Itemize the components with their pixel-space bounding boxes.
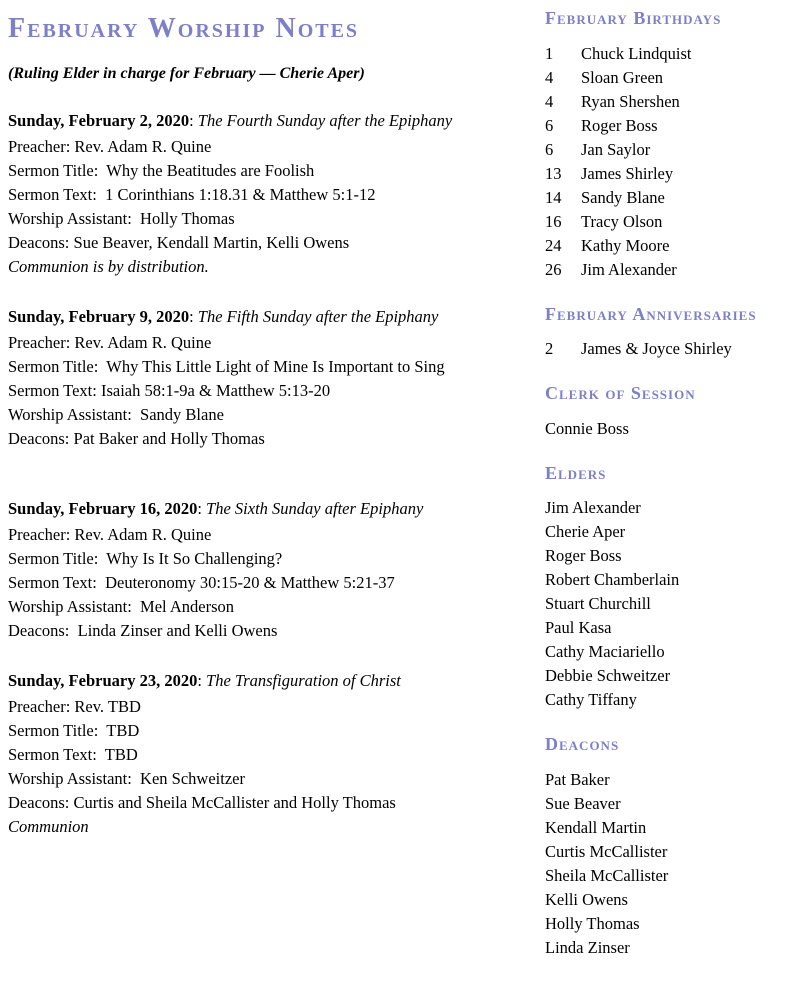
service-heading: Sunday, February 2, 2020: The Fourth Sunday after the Epiphany [8,110,453,130]
person-name: Cathy Tiffany [545,690,637,710]
person-name: Cathy Maciariello [545,642,665,662]
day-number: 24 [545,235,562,255]
person-name: Kelli Owens [545,889,628,909]
deacons-section [545,734,790,960]
service-date: Sunday, February 9, 2020 [8,306,190,326]
day-number: 4 [545,67,554,87]
list-item [545,138,790,162]
person-name: Tracy Olson [581,211,663,231]
list-item [545,186,790,210]
service-detail-line: Sermon Title: Why the Beatitudes are Foolish [8,160,315,180]
day-number: 1 [545,43,554,63]
person-name: Sue Beaver [545,793,621,813]
person-name: Debbie Schweitzer [545,666,671,686]
birthdays-section [545,8,790,282]
service-entry [8,305,535,451]
anniversaries-header: February Anniversaries [545,303,757,324]
person-name: Sandy Blane [581,187,665,207]
list-item [545,42,790,66]
person-name: Sheila McCallister [545,865,669,885]
directory-column [545,6,790,982]
service-detail-line: Preacher: Rev. Adam R. Quine [8,524,212,544]
elders-list [545,496,790,712]
birthdays-list [545,42,790,282]
service-detail-line: Sermon Title: TBD [8,720,140,740]
list-item [545,234,790,258]
sunday-name: The Transfiguration of Christ [206,670,401,690]
deacons-header: Deacons [545,734,620,755]
person-name: Holly Thomas [545,913,640,933]
service-detail-line: Sermon Title: Why Is It So Challenging? [8,548,283,568]
clerk-list [545,417,790,441]
person-name: Roger Boss [581,115,658,135]
elders-header: Elders [545,462,607,483]
service-heading: Sunday, February 23, 2020: The Transfiguration of Christ [8,670,401,690]
anniversaries-section [545,304,790,362]
page-title: February Worship Notes [8,13,360,44]
list-item [545,66,790,90]
service-detail-line: Deacons: Linda Zinser and Kelli Owens [8,620,278,640]
day-number: 6 [545,139,554,159]
service-detail-line: Deacons: Pat Baker and Holly Thomas [8,428,265,448]
person-name: James & Joyce Shirley [581,339,732,359]
service-detail-line: Sermon Title: Why This Little Light of Mine Is Important to Sing [8,356,445,376]
service-detail-line: Sermon Text: TBD [8,744,138,764]
person-name: Roger Boss [545,546,622,566]
person-name: Sloan Green [581,67,664,87]
day-number: 26 [545,259,562,279]
person-name: Stuart Churchill [545,594,651,614]
service-detail-line: Sermon Text: Isaiah 58:1-9a & Matthew 5:13-20 [8,380,331,400]
day-number: 14 [545,187,562,207]
service-date: Sunday, February 2, 2020 [8,110,190,130]
service-detail-line: Worship Assistant: Sandy Blane [8,404,224,424]
person-name: Linda Zinser [545,937,630,957]
service-date: Sunday, February 23, 2020 [8,670,198,690]
service-detail-line: Preacher: Rev. TBD [8,696,141,716]
person-name: Robert Chamberlain [545,570,680,590]
communion-note: Communion is by distribution. [8,256,209,276]
day-number: 6 [545,115,554,135]
service-detail-line: Preacher: Rev. Adam R. Quine [8,136,212,156]
service-detail-line: Deacons: Curtis and Sheila McCallister and Holly Thomas [8,792,396,812]
day-number: 13 [545,163,562,183]
service-detail-line: Preacher: Rev. Adam R. Quine [8,332,212,352]
service-heading: Sunday, February 9, 2020: The Fifth Sunday after the Epiphany [8,306,439,326]
service-detail-line: Worship Assistant: Mel Anderson [8,596,235,616]
service-entry [8,109,535,279]
deacons-list [545,768,790,960]
sunday-name: The Fourth Sunday after the Epiphany [197,110,453,130]
list-item [545,258,790,282]
person-name: Connie Boss [545,418,629,438]
person-name: Kathy Moore [581,235,670,255]
person-name: Kendall Martin [545,817,647,837]
service-detail-line: Sermon Text: 1 Corinthians 1:18.31 & Matthew 5:1-12 [8,184,376,204]
service-entry [8,669,535,839]
service-date: Sunday, February 16, 2020 [8,498,198,518]
person-name: Jim Alexander [545,498,641,518]
person-name: Jim Alexander [581,259,677,279]
anniversaries-list [545,337,790,361]
ruling-elder-note: (Ruling Elder in charge for February — Cherie Aper) [8,64,365,82]
sunday-name: The Sixth Sunday after Epiphany [206,498,424,518]
service-detail-line: Worship Assistant: Holly Thomas [8,208,235,228]
service-detail-line: Worship Assistant: Ken Schweitzer [8,768,245,788]
clerk-section [545,383,790,441]
list-item [545,114,790,138]
person-name: Pat Baker [545,769,610,789]
person-name: James Shirley [581,163,674,183]
service-detail-line: Deacons: Sue Beaver, Kendall Martin, Kelli Owens [8,232,350,252]
list-item [545,210,790,234]
worship-notes-column [8,6,545,982]
service-entry [8,497,535,643]
communion-note: Communion [8,816,89,836]
day-number: 4 [545,91,554,111]
service-heading: Sunday, February 16, 2020: The Sixth Sunday after Epiphany [8,498,424,518]
person-name: Cherie Aper [545,522,626,542]
person-name: Curtis McCallister [545,841,668,861]
day-number: 2 [545,339,554,359]
day-number: 16 [545,211,562,231]
person-name: Jan Saylor [581,139,651,159]
birthdays-header: February Birthdays [545,8,722,28]
person-name: Ryan Shershen [581,91,680,111]
clerk-header: Clerk of Session [545,383,696,404]
elders-section [545,463,790,713]
sunday-name: The Fifth Sunday after the Epiphany [197,306,439,326]
service-detail-line: Sermon Text: Deuteronomy 30:15-20 & Matthew 5:21-37 [8,572,395,592]
person-name: Chuck Lindquist [581,43,692,63]
person-name: Paul Kasa [545,618,612,638]
list-item [545,90,790,114]
list-item [545,337,790,361]
services-list [8,109,535,839]
list-item [545,162,790,186]
